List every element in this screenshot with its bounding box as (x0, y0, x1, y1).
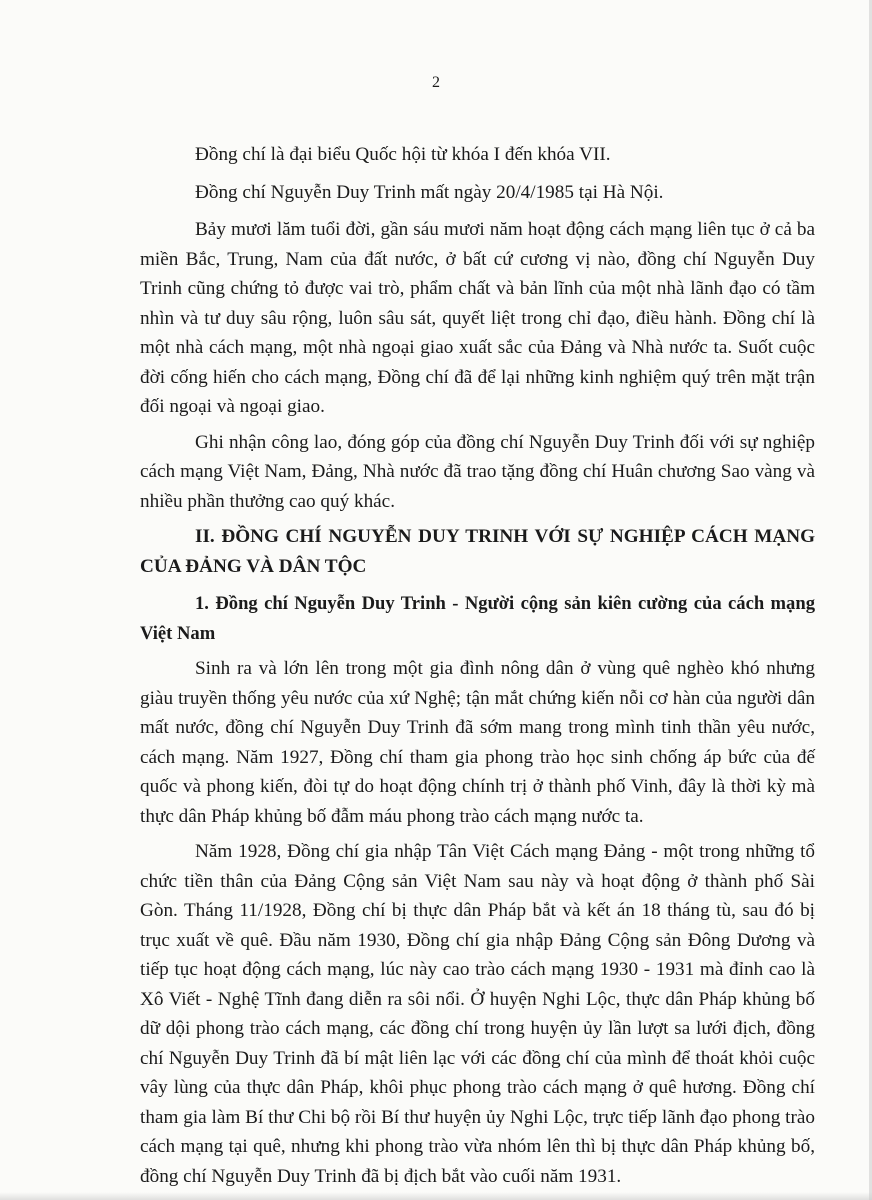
subsection-heading-1: 1. Đồng chí Nguyễn Duy Trinh - Người cộng sản kiên cường của cách mạng Việt Nam (140, 593, 815, 644)
paragraph-honors: Ghi nhận công lao, đóng góp của đồng chí Nguyễn Duy Trinh đối với sự nghiệp cách mạng Việt Nam, Đảng, Nhà nước đã trao tặng đồng chí Huân chương Sao vàng và nhiều phần thưởng cao quý khác. (140, 431, 815, 512)
section-heading-ii: II. ĐỒNG CHÍ NGUYỄN DUY TRINH VỚI SỰ NGHIỆP CÁCH MẠNG CỦA ĐẢNG VÀ DÂN TỘC (140, 526, 815, 577)
document-body (140, 140, 815, 1197)
paragraph-career-summary: Bảy mươi lăm tuổi đời, gần sáu mươi năm hoạt động cách mạng liên tục ở cả ba miền Bắc, Trung, Nam của đất nước, ở bất cứ cương vị nào, đồng chí Nguyễn Duy Trinh cũng chứng tỏ được vai trò, phẩm chất và bản lĩnh của một nhà lãnh đạo có tầm nhìn và tư duy sâu rộng, luôn sâu sát, quyết liệt trong chỉ đạo, điều hành. Đồng chí là một nhà cách mạng, một nhà ngoại giao xuất sắc của Đảng và Nhà nước ta. Suốt cuộc đời cống hiến cho cách mạng, Đồng chí đã để lại những kinh nghiệm quý trên mặt trận đối ngoại và ngoại giao. (140, 219, 815, 417)
page-number: 2 (432, 74, 440, 91)
paragraph-early-life: Sinh ra và lớn lên trong một gia đình nông dân ở vùng quê nghèo khó nhưng giàu truyền thống yêu nước của xứ Nghệ; tận mắt chứng kiến nỗi cơ hàn của người dân mất nước, đồng chí Nguyễn Duy Trinh đã sớm mang trong mình tinh thần yêu nước, cách mạng. Năm 1927, Đồng chí tham gia phong trào học sinh chống áp bức của đế quốc và phong kiến, đòi tự do hoạt động chính trị ở thành phố Vinh, đây là thời kỳ mà thực dân Pháp khủng bố đẫm máu phong trào cách mạng nước ta. (140, 658, 815, 827)
paragraph-deputy: Đồng chí là đại biểu Quốc hội từ khóa I đến khóa VII. (195, 144, 611, 165)
scan-edge-bottom (0, 1192, 872, 1200)
paragraph-revolutionary-activity: Năm 1928, Đồng chí gia nhập Tân Việt Cách mạng Đảng - một trong những tổ chức tiền thân của Đảng Cộng sản Việt Nam sau này và hoạt động ở thành phố Sài Gòn. Tháng 11/1928, Đồng chí bị thực dân Pháp bắt và kết án 18 tháng tù, sau đó bị trục xuất về quê. Đầu năm 1930, Đồng chí gia nhập Đảng Cộng sản Đông Dương và tiếp tục hoạt động cách mạng, lúc này cao trào cách mạng 1930 - 1931 mà đỉnh cao là Xô Viết - Nghệ Tĩnh đang diễn ra sôi nổi. Ở huyện Nghi Lộc, thực dân Pháp khủng bố dữ dội phong trào cách mạng, các đồng chí trong huyện ủy lần lượt sa lưới địch, đồng chí Nguyễn Duy Trinh đã bí mật liên lạc với các đồng chí của mình để thoát khỏi cuộc vây lùng của thực dân Pháp, khôi phục phong trào cách mạng ở quê hương. Đồng chí tham gia làm Bí thư Chi bộ rồi Bí thư huyện ủy Nghi Lộc, trực tiếp lãnh đạo phong trào cách mạng tại quê, nhưng khi phong trào vừa nhóm lên thì bị thực dân Pháp khủng bố, đồng chí Nguyễn Duy Trinh đã bị địch bắt vào cuối năm 1931. (140, 841, 815, 1187)
paragraph-death: Đồng chí Nguyễn Duy Trinh mất ngày 20/4/1985 tại Hà Nội. (195, 181, 664, 203)
